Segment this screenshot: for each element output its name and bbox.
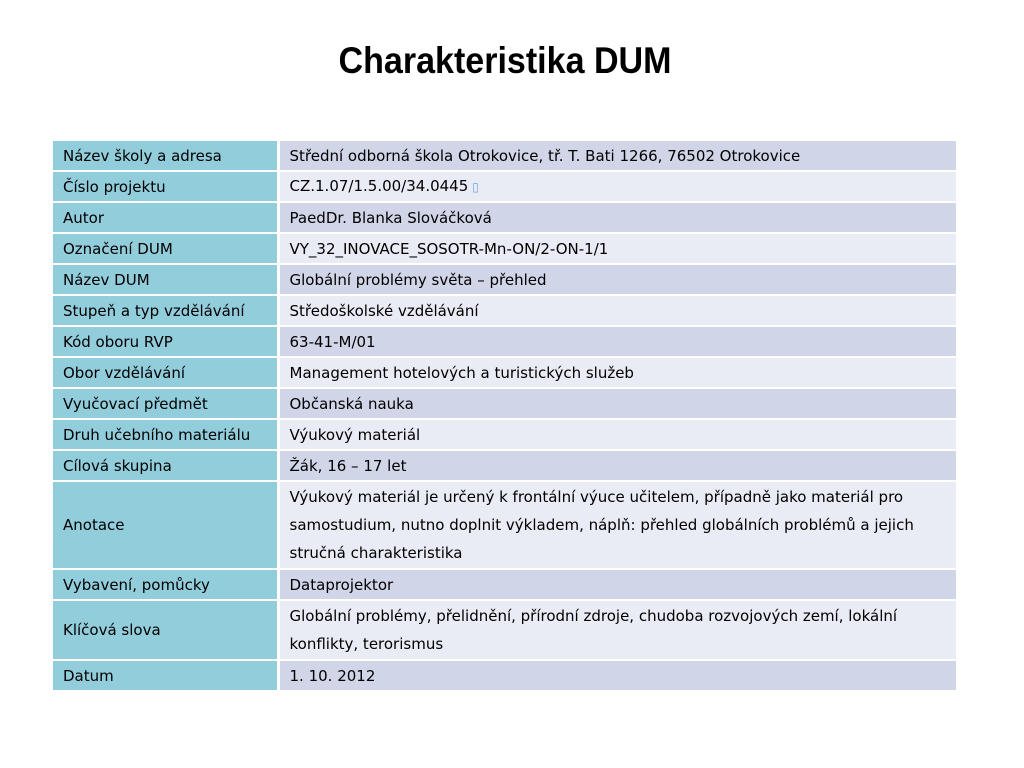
row-label: Vybavení, pomůcky xyxy=(53,569,278,600)
table-row xyxy=(53,233,956,264)
row-value: Globální problémy světa – přehled xyxy=(278,264,956,295)
table-row xyxy=(53,357,956,388)
row-value: Management hotelových a turistických služeb xyxy=(278,357,956,388)
row-value: Dataprojektor xyxy=(278,569,956,600)
table-row xyxy=(53,481,956,569)
table-row xyxy=(53,326,956,357)
row-value: PaedDr. Blanka Slováčková xyxy=(278,202,956,233)
row-value: Žák, 16 – 17 let xyxy=(278,450,956,481)
row-label: Kód oboru RVP xyxy=(53,326,278,357)
row-value: Výukový materiál xyxy=(278,419,956,450)
table-row xyxy=(53,388,956,419)
table-row xyxy=(53,660,956,691)
row-label: Číslo projektu xyxy=(53,171,278,202)
row-label: Vyučovací předmět xyxy=(53,388,278,419)
table-row xyxy=(53,600,956,660)
table-row xyxy=(53,419,956,450)
row-label: Název DUM xyxy=(53,264,278,295)
row-label: Anotace xyxy=(53,481,278,569)
row-value: Globální problémy, přelidnění, přírodní zdroje, chudoba rozvojových zemí, lokální konflikty, terorismus xyxy=(278,600,956,660)
row-label: Datum xyxy=(53,660,278,691)
table-row xyxy=(53,264,956,295)
row-value xyxy=(278,171,956,202)
row-label: Stupeň a typ vzdělávání xyxy=(53,295,278,326)
slide-title: Charakteristika DUM xyxy=(338,40,672,81)
row-label: Autor xyxy=(53,202,278,233)
row-label: Druh učebního materiálu xyxy=(53,419,278,450)
table-row xyxy=(53,171,956,202)
row-label: Označení DUM xyxy=(53,233,278,264)
table-row xyxy=(53,141,956,171)
row-value: Střední odborná škola Otrokovice, tř. T. Bati 1266, 76502 Otrokovice xyxy=(278,141,956,171)
info-table xyxy=(53,141,956,692)
table-row xyxy=(53,202,956,233)
row-value: Občanská nauka xyxy=(278,388,956,419)
text-cursor-icon: ▯ xyxy=(472,180,479,194)
row-value: Výukový materiál je určený k frontální výuce učitelem, případně jako materiál pro samostudium, nutno doplnit výkladem, náplň: přehled globálních problémů a jejich stručná charakteristika xyxy=(278,481,956,569)
table-row xyxy=(53,569,956,600)
row-label: Cílová skupina xyxy=(53,450,278,481)
row-value-text: CZ.1.07/1.5.00/34.0445 xyxy=(289,177,469,195)
table-row xyxy=(53,295,956,326)
row-label: Klíčová slova xyxy=(53,600,278,660)
row-value: 1. 10. 2012 xyxy=(278,660,956,691)
row-value: VY_32_INOVACE_SOSOTR-Mn-ON/2-ON-1/1 xyxy=(278,233,956,264)
row-value: Středoškolské vzdělávání xyxy=(278,295,956,326)
row-label: Název školy a adresa xyxy=(53,141,278,171)
row-value: 63-41-M/01 xyxy=(278,326,956,357)
row-label: Obor vzdělávání xyxy=(53,357,278,388)
table-row xyxy=(53,450,956,481)
